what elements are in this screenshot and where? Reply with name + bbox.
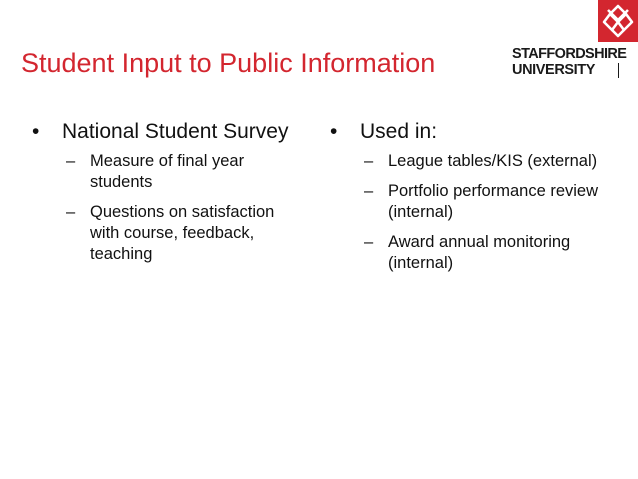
sub-item bbox=[66, 151, 302, 193]
sub-item bbox=[66, 202, 302, 265]
dash: – bbox=[364, 182, 374, 200]
sub-item bbox=[364, 151, 610, 172]
bullet-dot: • bbox=[32, 120, 40, 143]
sub-item-text: Portfolio performance review (internal) bbox=[388, 182, 599, 221]
left-column bbox=[32, 118, 302, 274]
sub-item-text: Measure of final year students bbox=[90, 152, 245, 191]
sub-list bbox=[32, 151, 302, 265]
sub-item-text: League tables/KIS (external) bbox=[388, 152, 598, 170]
dash: – bbox=[364, 152, 374, 170]
sub-list bbox=[330, 151, 610, 274]
university-logo bbox=[510, 0, 638, 80]
bullet-text: National Student Survey bbox=[62, 120, 289, 143]
sub-item-text: Questions on satisfaction with course, feedback, teaching bbox=[90, 203, 275, 263]
dash: – bbox=[364, 233, 374, 251]
right-column bbox=[330, 118, 610, 283]
bullet-national-student-survey bbox=[32, 118, 302, 145]
bullet-text: Used in: bbox=[360, 120, 438, 143]
slide-title: Student Input to Public Information bbox=[21, 48, 436, 78]
dash: – bbox=[66, 152, 76, 170]
logo-text-line2: UNIVERSITY bbox=[512, 62, 596, 78]
bullet-dot: • bbox=[330, 120, 338, 143]
dash: – bbox=[66, 203, 76, 221]
knot-icon bbox=[598, 0, 638, 42]
logo-text-line1: STAFFORDSHIRE bbox=[512, 46, 627, 62]
sub-item bbox=[364, 232, 610, 274]
sub-item-text: Award annual monitoring (internal) bbox=[388, 233, 571, 272]
logo-divider bbox=[618, 63, 619, 78]
bullet-used-in bbox=[330, 118, 610, 145]
sub-item bbox=[364, 181, 610, 223]
